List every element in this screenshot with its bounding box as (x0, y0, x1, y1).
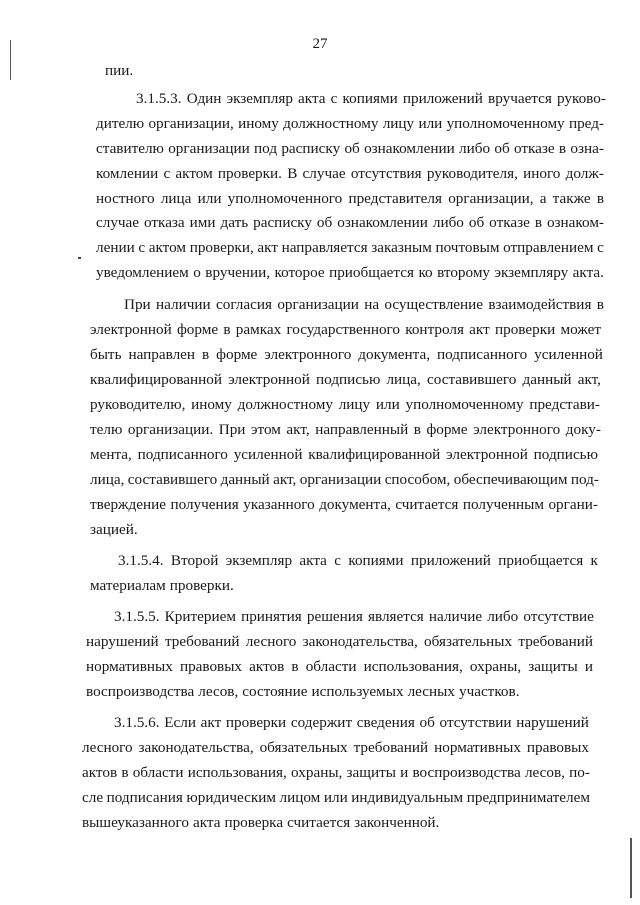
word: или (197, 190, 222, 207)
word: или (323, 789, 348, 806)
word: приложений (402, 90, 483, 107)
word: руководителю, (90, 396, 186, 413)
word: акт (257, 239, 278, 256)
text-line (82, 740, 589, 755)
word: акта. (572, 264, 604, 281)
word: квалифицированной (90, 371, 223, 388)
word: должностному (237, 396, 333, 413)
word: форме (176, 321, 219, 338)
word: акт, (577, 371, 601, 388)
word: использования, (187, 764, 287, 781)
word: ознаком- (546, 214, 604, 231)
word: либо (487, 608, 519, 625)
word: к (590, 552, 598, 569)
word: об (419, 714, 435, 731)
word: электронного (473, 421, 561, 438)
word: организации, (148, 115, 234, 132)
word: в (413, 421, 421, 438)
word: обязательных (424, 633, 513, 650)
word: сведения (356, 714, 415, 731)
word: электронной (228, 371, 310, 388)
word: акт (200, 714, 222, 731)
word: представителя (348, 190, 442, 207)
text-line (90, 472, 599, 487)
word: подписания (106, 789, 183, 806)
word: органи- (548, 496, 598, 513)
word: законодательства, (138, 739, 254, 756)
word: данный (522, 371, 572, 388)
word: лица, (90, 471, 125, 488)
word: в (534, 214, 542, 231)
word: документа, (319, 496, 391, 513)
word: приобщается (498, 552, 584, 569)
word: направлен (128, 346, 196, 363)
word: организации, (448, 190, 534, 207)
word: в (202, 346, 210, 363)
word: которое (274, 264, 325, 281)
word: мента, (90, 446, 132, 463)
word: озна- (570, 140, 604, 157)
word: принятия (241, 608, 302, 625)
word: также (552, 190, 591, 207)
word: отсутствия (350, 165, 422, 182)
word: организации (299, 471, 382, 488)
word: юридическим (186, 789, 276, 806)
word: воспроизводства (86, 683, 195, 700)
word: законодательства, (302, 633, 418, 650)
word: актов (249, 658, 285, 675)
word: требований (164, 633, 240, 650)
text-line (96, 191, 604, 206)
text-line (114, 609, 594, 624)
word: дителю (96, 115, 145, 132)
word: подписью (533, 446, 598, 463)
word: дать (220, 214, 249, 231)
word: проверки, (189, 239, 254, 256)
word: об (494, 140, 510, 157)
word: охраны, (469, 658, 522, 675)
word: либо (432, 214, 464, 231)
text-line (86, 659, 593, 674)
word: предпринимателем (466, 789, 590, 806)
word: в (558, 140, 567, 157)
word: области (132, 764, 184, 781)
word: организации (168, 140, 250, 157)
text-line (114, 715, 589, 730)
word: 3.1.5.4. (118, 552, 164, 569)
word: указанного (243, 496, 315, 513)
word: охраны, (291, 764, 343, 781)
word: взаимодействия (488, 296, 592, 313)
word: в (223, 321, 231, 338)
word: в (291, 658, 299, 675)
word: по- (569, 764, 590, 781)
word: Один (186, 90, 222, 107)
text-line (96, 240, 604, 255)
word: направленный (315, 421, 409, 438)
text-line (90, 322, 601, 337)
word: ставителю (96, 140, 164, 157)
scan-mark-left (10, 40, 11, 80)
word: иному (238, 115, 279, 132)
word: получения (170, 496, 239, 513)
word: акта (192, 814, 221, 831)
word: При (124, 296, 151, 313)
word: или (375, 396, 400, 413)
word: считается (287, 814, 351, 831)
text-line (136, 91, 606, 106)
word: требований (518, 633, 593, 650)
word: вышеуказанного (82, 814, 189, 831)
word: нормативных (86, 658, 173, 675)
scan-dot (78, 257, 81, 259)
word: обязательных (259, 739, 348, 756)
word: усиленной (233, 446, 303, 463)
word: решения (306, 608, 363, 625)
word: усиленной (534, 346, 603, 363)
word: электронной (90, 321, 172, 338)
word: защиты (346, 764, 396, 781)
word: и (400, 764, 409, 781)
word: с (138, 239, 146, 256)
word: использования, (363, 658, 463, 675)
word: заказным (371, 239, 432, 256)
word: комлении (96, 165, 159, 182)
word: Если (164, 714, 196, 731)
word: в (596, 190, 604, 207)
text-line (90, 522, 142, 537)
word: лении (96, 239, 135, 256)
word: случае (302, 165, 346, 182)
word: используемых (311, 683, 404, 700)
word: экземпляр (226, 90, 293, 107)
text-line (90, 447, 598, 462)
word: а (539, 190, 547, 207)
word: В (287, 165, 298, 182)
text-line (96, 166, 604, 181)
word: согласия (216, 296, 272, 313)
text-line (82, 765, 590, 780)
text-line (90, 397, 600, 412)
word: ко (418, 264, 433, 281)
word: этом (251, 421, 281, 438)
word: телю (90, 421, 123, 438)
word: отсутствие (523, 608, 594, 625)
word: лицом (279, 789, 321, 806)
word: направляется (281, 239, 368, 256)
word: зацией. (90, 521, 138, 538)
word: подписью (316, 371, 381, 388)
word: пии. (105, 62, 134, 79)
word: составившего (426, 371, 517, 388)
word: уведомлением (96, 264, 189, 281)
word: квалифицированной (308, 446, 441, 463)
word: проверки (225, 714, 287, 731)
word: обеспечивающим (453, 471, 568, 488)
word: уполномоченного (227, 190, 343, 207)
word: электронной (446, 446, 528, 463)
word: лесного (245, 633, 297, 650)
word: нормативных (434, 739, 521, 756)
word: ознакомлении (337, 214, 428, 231)
text-line (118, 553, 598, 568)
word: 3.1.5.6. (114, 714, 160, 731)
word: отказе (489, 214, 530, 231)
word: составившего (127, 471, 218, 488)
word: с (334, 552, 341, 569)
word: в (596, 296, 604, 313)
word: лесных (407, 683, 455, 700)
word: организации. (127, 421, 214, 438)
word: с (597, 239, 604, 256)
word: государственного (286, 321, 400, 338)
word: проверка (224, 814, 284, 831)
word: об (344, 140, 360, 157)
word: отказа (144, 214, 185, 231)
word: под (254, 140, 278, 157)
text-line (96, 141, 604, 156)
word: лесного (82, 739, 133, 756)
word: данный (220, 471, 270, 488)
text-line (90, 372, 601, 387)
word: расписку (281, 140, 341, 157)
word: может (560, 321, 601, 338)
word: об (468, 214, 485, 231)
word: приобщается (329, 264, 414, 281)
word: отказе (513, 140, 555, 157)
word: акт, (286, 421, 310, 438)
word: документа, (358, 346, 430, 363)
word: лица, (386, 371, 421, 388)
word: защиты (528, 658, 578, 675)
word: Критерием (164, 608, 236, 625)
word: актов (82, 764, 118, 781)
word: правовых (526, 739, 589, 756)
word: области (305, 658, 357, 675)
word: руково- (556, 90, 606, 107)
word: лесов, (198, 683, 239, 700)
word: форме (216, 346, 258, 363)
word: законченной. (354, 814, 440, 831)
word: лица (160, 190, 192, 207)
word: материалам (90, 577, 166, 594)
word: вручении, (205, 264, 271, 281)
word: о (193, 264, 201, 281)
word: в (121, 764, 129, 781)
word: воспроизводства (412, 764, 521, 781)
word: и (584, 658, 593, 675)
word: пред- (568, 115, 604, 132)
text-line (124, 297, 604, 312)
word: электронного (264, 346, 352, 363)
text-line (90, 578, 238, 593)
word: представи- (529, 396, 600, 413)
word: доку- (565, 421, 601, 438)
word: организации (277, 296, 359, 313)
word: под- (570, 471, 599, 488)
word: сле (82, 789, 104, 806)
word: требований (353, 739, 429, 756)
word: второму (437, 264, 491, 281)
word: полученным (462, 496, 544, 513)
word: экземпляр (225, 552, 293, 569)
text-line (96, 215, 604, 230)
word: При (218, 421, 246, 438)
word: акта (299, 552, 327, 569)
text-line (90, 422, 601, 437)
word: тверждение (90, 496, 167, 513)
word: лесов, (524, 764, 565, 781)
word: долж- (565, 165, 604, 182)
word: копиями (348, 552, 404, 569)
word: акт, (273, 471, 297, 488)
word: подписанного (436, 346, 528, 363)
word: нарушений (516, 714, 589, 731)
word: акт (469, 321, 490, 338)
word: актом (175, 165, 213, 182)
word: с (330, 90, 338, 107)
word: актом (148, 239, 187, 256)
text-line (86, 634, 593, 649)
word: 3.1.5.3. (136, 90, 182, 107)
word: проверки. (217, 165, 282, 182)
word: ими (189, 214, 216, 231)
text-line (82, 790, 590, 805)
word: наличие (428, 608, 483, 625)
word: ностного (96, 190, 155, 207)
word: проверки (494, 321, 556, 338)
text-line (105, 63, 137, 78)
word: подписанного (137, 446, 228, 463)
word: приложений (410, 552, 491, 569)
text-line (82, 815, 443, 830)
word: расписку (253, 214, 312, 231)
word: или (418, 115, 443, 132)
word: ознакомлении (364, 140, 455, 157)
word: экземпляру (494, 264, 569, 281)
word: вручается (488, 90, 552, 107)
word: копиями (342, 90, 398, 107)
word: акта (298, 90, 326, 107)
word: уполномоченному (446, 115, 565, 132)
word: участков. (458, 683, 520, 700)
word: проверки. (169, 577, 234, 594)
word: контроля (405, 321, 464, 338)
word: 3.1.5.5. (114, 608, 160, 625)
word: с (163, 165, 171, 182)
word: рамках (235, 321, 282, 338)
text-line (96, 116, 604, 131)
word: уполномоченному (405, 396, 524, 413)
word: об (316, 214, 333, 231)
word: либо (459, 140, 491, 157)
word: содержит (290, 714, 353, 731)
word: Второй (170, 552, 219, 569)
word: руководителя, (426, 165, 518, 182)
word: нарушений (86, 633, 159, 650)
word: иному (191, 396, 232, 413)
word: индивидуальным (351, 789, 464, 806)
word: является (367, 608, 424, 625)
word: способом, (384, 471, 451, 488)
word: иного (523, 165, 561, 182)
word: отправлением (503, 239, 594, 256)
word: состояние (242, 683, 308, 700)
word: наличии (156, 296, 211, 313)
page-number: 27 (312, 36, 328, 52)
text-line (90, 497, 598, 512)
word: осуществление (384, 296, 484, 313)
word: случае (96, 214, 140, 231)
text-line (90, 347, 603, 362)
text-line (86, 684, 524, 699)
word: отсутствии (439, 714, 512, 731)
text-line (96, 265, 604, 280)
word: правовых (179, 658, 243, 675)
word: считается (395, 496, 459, 513)
scan-mark-right (630, 838, 632, 898)
word: почтовым (435, 239, 500, 256)
word: лицу (382, 115, 415, 132)
word: должностному (283, 115, 379, 132)
word: быть (90, 346, 122, 363)
word: на (364, 296, 380, 313)
word: лицу (338, 396, 371, 413)
word: форме (426, 421, 468, 438)
